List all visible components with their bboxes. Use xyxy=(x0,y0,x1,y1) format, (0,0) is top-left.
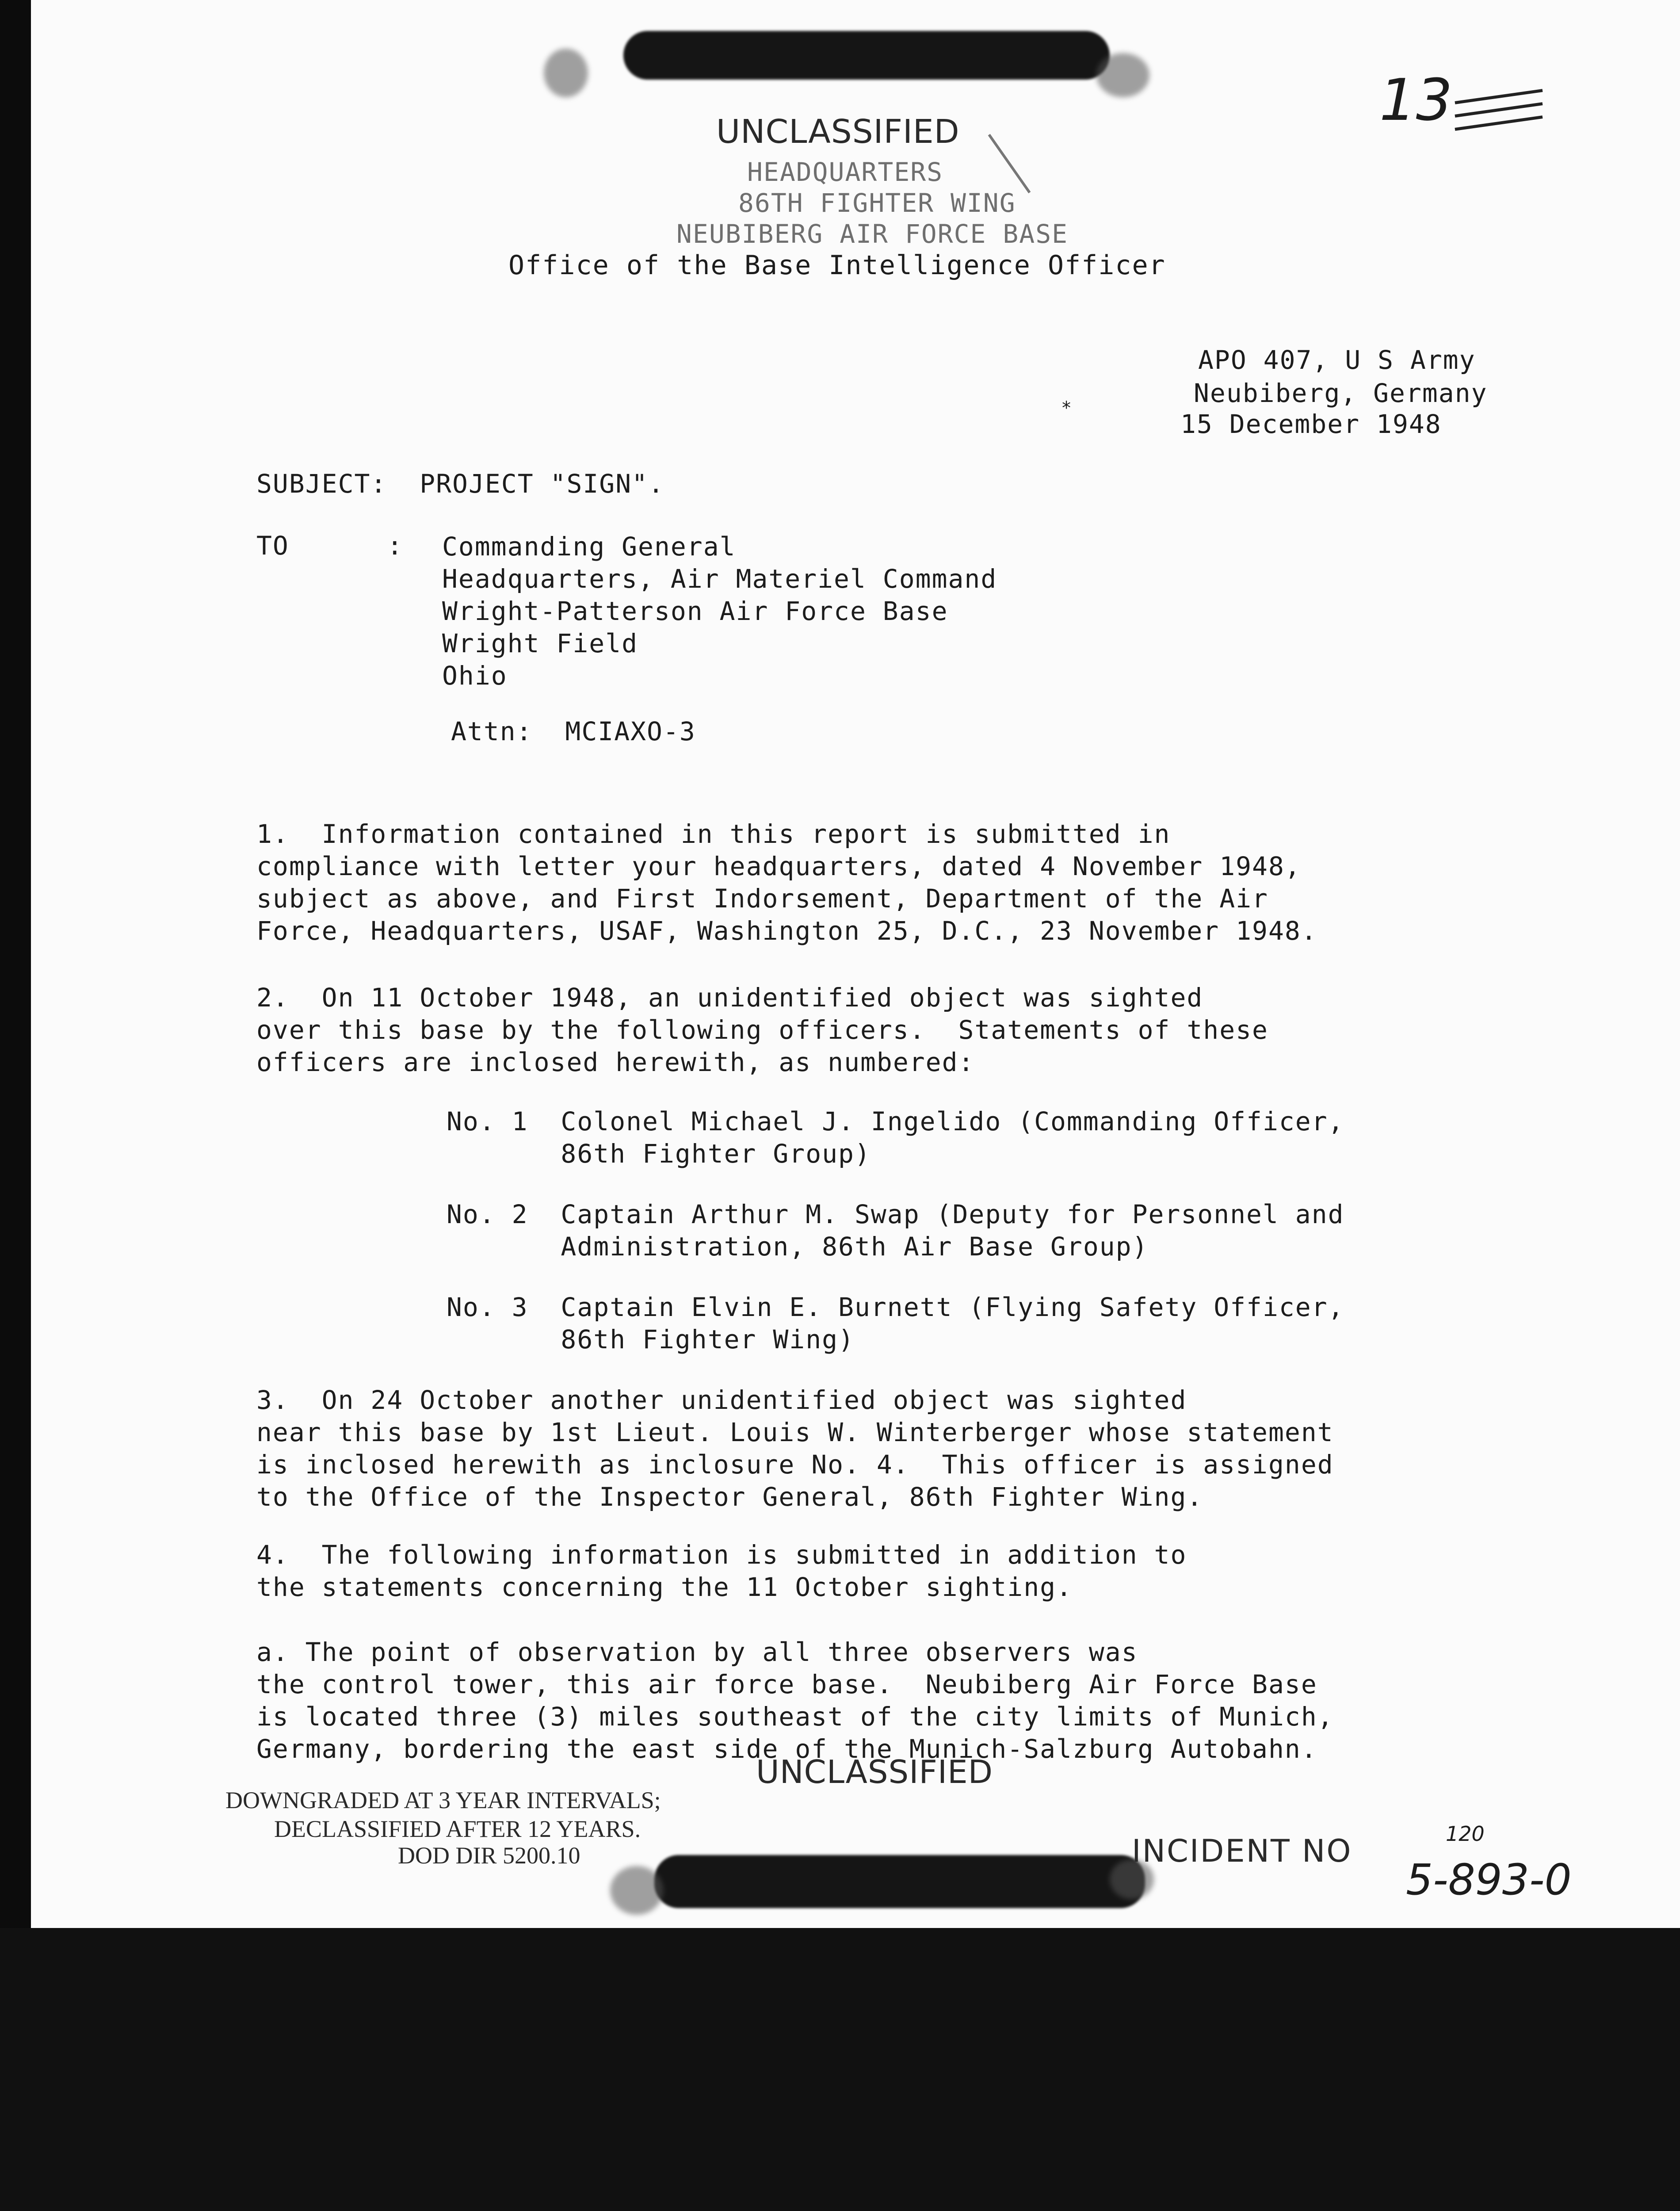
pen-mark xyxy=(988,134,1031,194)
redaction-bar-top xyxy=(623,31,1110,80)
downgrade-notice-line: DECLASSIFIED AFTER 12 YEARS. xyxy=(274,1816,641,1842)
film-border-left xyxy=(0,0,31,1928)
pen-stroke xyxy=(1455,115,1543,131)
addressee-line: Wright Field xyxy=(442,628,638,658)
dateline-apo: APO 407, U S Army xyxy=(1198,345,1476,375)
subject-label: SUBJECT: xyxy=(256,469,387,499)
letterhead-wing: 86TH FIGHTER WING xyxy=(738,188,1016,218)
addressee-block xyxy=(442,531,997,692)
incident-number: 120 xyxy=(1446,1822,1485,1846)
officer-list-item: No. 2 Captain Arthur M. Swap (Deputy for Personnel and Administration, 86th Air Base Group) xyxy=(447,1199,1344,1262)
dateline-date: 15 December 1948 xyxy=(1180,409,1442,439)
redaction-bar-bottom xyxy=(654,1855,1145,1908)
letterhead-headquarters: HEADQUARTERS xyxy=(747,157,943,187)
paragraph-4a: a. The point of observation by all three observers was the control tower, this air force base. Neubiberg Air Force Base is located three (3) miles southeast of the city limits of Munich, Germany, bordering the east side of the Munich-Salzburg Autobahn. xyxy=(256,1637,1334,1764)
downgrade-notice-line: DOWNGRADED AT 3 YEAR INTERVALS; xyxy=(225,1787,661,1813)
film-border-bottom xyxy=(0,1928,1680,2211)
classification-stamp-bottom: UNCLASSIFIED xyxy=(756,1753,993,1790)
punch-hole-mark xyxy=(1096,53,1149,97)
addressee-line: Ohio xyxy=(442,661,508,691)
paragraph-4: 4. The following information is submitted in addition to the statements concerning the 11 October sighting. xyxy=(256,1540,1187,1602)
classification-stamp-top: UNCLASSIFIED xyxy=(716,113,960,151)
paragraph-2: 2. On 11 October 1948, an unidentified object was sighted over this base by the following officers. Statements of these officers are inclosed herewith, as numbered: xyxy=(256,983,1268,1077)
to-label: TO : xyxy=(256,531,404,561)
handwritten-page-number: 13 xyxy=(1379,66,1453,134)
subject-text: PROJECT "SIGN". xyxy=(420,469,664,499)
punch-hole-mark xyxy=(544,49,588,97)
incident-number-label: INCIDENT NO xyxy=(1132,1833,1352,1869)
letterhead-base: NEUBIBERG AIR FORCE BASE xyxy=(676,219,1069,249)
addressee-line: Commanding General xyxy=(442,532,736,562)
addressee-line: Headquarters, Air Materiel Command xyxy=(442,564,997,594)
officer-list-item: No. 1 Colonel Michael J. Ingelido (Commanding Officer, 86th Fighter Group) xyxy=(447,1106,1344,1169)
pen-stroke xyxy=(1455,89,1543,104)
attention-line: Attn: MCIAXO-3 xyxy=(451,716,696,746)
dateline-location: Neubiberg, Germany xyxy=(1194,378,1488,408)
punch-hole-mark xyxy=(610,1866,663,1915)
paragraph-1: 1. Information contained in this report is submitted in compliance with letter your headquarters, dated 4 November 1948, subject as above, and First Indorsement, Department of the Air Force, Headquarters, USAF, Washington 25, D.C., 23 November 1948. xyxy=(256,819,1317,946)
subject-line xyxy=(256,469,664,499)
officer-list-item: No. 3 Captain Elvin E. Burnett (Flying Safety Officer, 86th Fighter Wing) xyxy=(447,1292,1344,1354)
downgrade-notice-line: DOD DIR 5200.10 xyxy=(398,1842,580,1869)
paragraph-3: 3. On 24 October another unidentified object was sighted near this base by 1st Lieut. Louis W. Winterberger whose statement is inclosed herewith as inclosure No. 4. This officer is assigned to the Office of the Inspector General, 86th Fighter Wing. xyxy=(256,1385,1334,1512)
asterisk-mark: * xyxy=(1061,398,1073,418)
file-number: 5-893-0 xyxy=(1406,1855,1572,1905)
document-page xyxy=(31,0,1680,1928)
addressee-line: Wright-Patterson Air Force Base xyxy=(442,596,948,626)
pen-stroke xyxy=(1455,102,1543,118)
letterhead-office: Office of the Base Intelligence Officer xyxy=(508,250,1166,281)
